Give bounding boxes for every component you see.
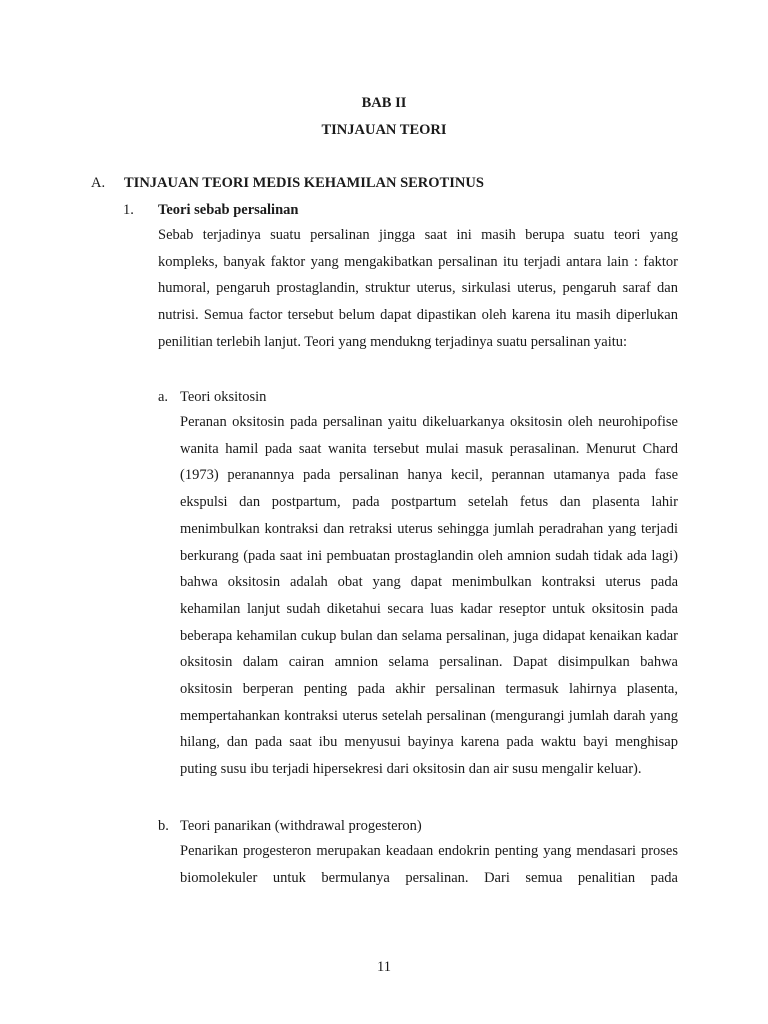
item-b-marker: b.	[158, 818, 169, 834]
item-a-paragraph: Peranan oksitosin pada persalinan yaitu dikeluarkanya oksitosin oleh neurohipofise wanita hamil pada saat wanita tersebut mulai masuk perasalinan. Menurut Chard (1973) peranannya pada persalinan hanya kecil, perannan utamanya pada fase ekspulsi dan postpartum, pada postpartum setelah fetus dan plasenta lahir menimbulkan kontraksi dan retraksi uterus sehingga jumlah peradrahan yang terjadi berkurang (pada saat ini pembuatan prostaglandin oleh amnion sudah tidak ada lagi) bahwa oksitosin adalah obat yang dapat menimbulkan kontraksi uterus pada kehamilan lanjut sudah diketahui secara luas kadar reseptor untuk oksitosin pada beberapa kehamilan cukup bulan dan selama persalinan, juga didapat kenaikan kadar oksitosin dalam cairan amnion selama persalinan. Dapat disimpulkan bahwa oksitosin berperan penting pada akhir persalinan termasuk lahirnya plasenta, mempertahankan kontraksi uterus setelah persalinan (mengurangi jumlah darah yang hilang, dan pada saat ibu menyusui bayinya karena pada waktu bayi menghisap puting susu ibu terjadi hipersekresi dari oksitosin dan air susu mengalir keluar).	[180, 414, 678, 778]
item-b-paragraph: Penarikan progesteron merupakan keadaan endokrin penting yang mendasari proses biomolekuler untuk bermulanya persalinan. Dari semua penalitian pada	[180, 843, 678, 886]
section-a-marker: A.	[91, 175, 106, 191]
subsection-1-paragraph: Sebab terjadinya suatu persalinan jingga saat ini masih berupa suatu teori yang kompleks, banyak faktor yang mengakibatkan persalinan itu terjadi antara lain : faktor humoral, pengaruh prostaglandin, struktur uterus, sirkulasi uterus, pengaruh saraf dan nutrisi. Semua factor tersebut belum dapat dipastikan oleh karena itu masih diperlukan penilitian terlebih lanjut. Teori yang mendukng terjadinya suatu persalinan yaitu:	[158, 227, 678, 350]
subsection-1-marker: 1.	[123, 202, 134, 218]
item-a-marker: a.	[158, 389, 169, 405]
chapter-title: TINJAUAN TEORI	[321, 122, 447, 138]
page-number: 11	[377, 959, 391, 975]
section-a-title: TINJAUAN TEORI MEDIS KEHAMILAN SEROTINUS	[124, 175, 484, 191]
chapter-number: BAB II	[361, 95, 407, 111]
item-b-title: Teori panarikan (withdrawal progesteron)	[180, 818, 422, 834]
subsection-1-title: Teori sebab persalinan	[158, 202, 299, 218]
item-a-title: Teori oksitosin	[180, 389, 267, 405]
